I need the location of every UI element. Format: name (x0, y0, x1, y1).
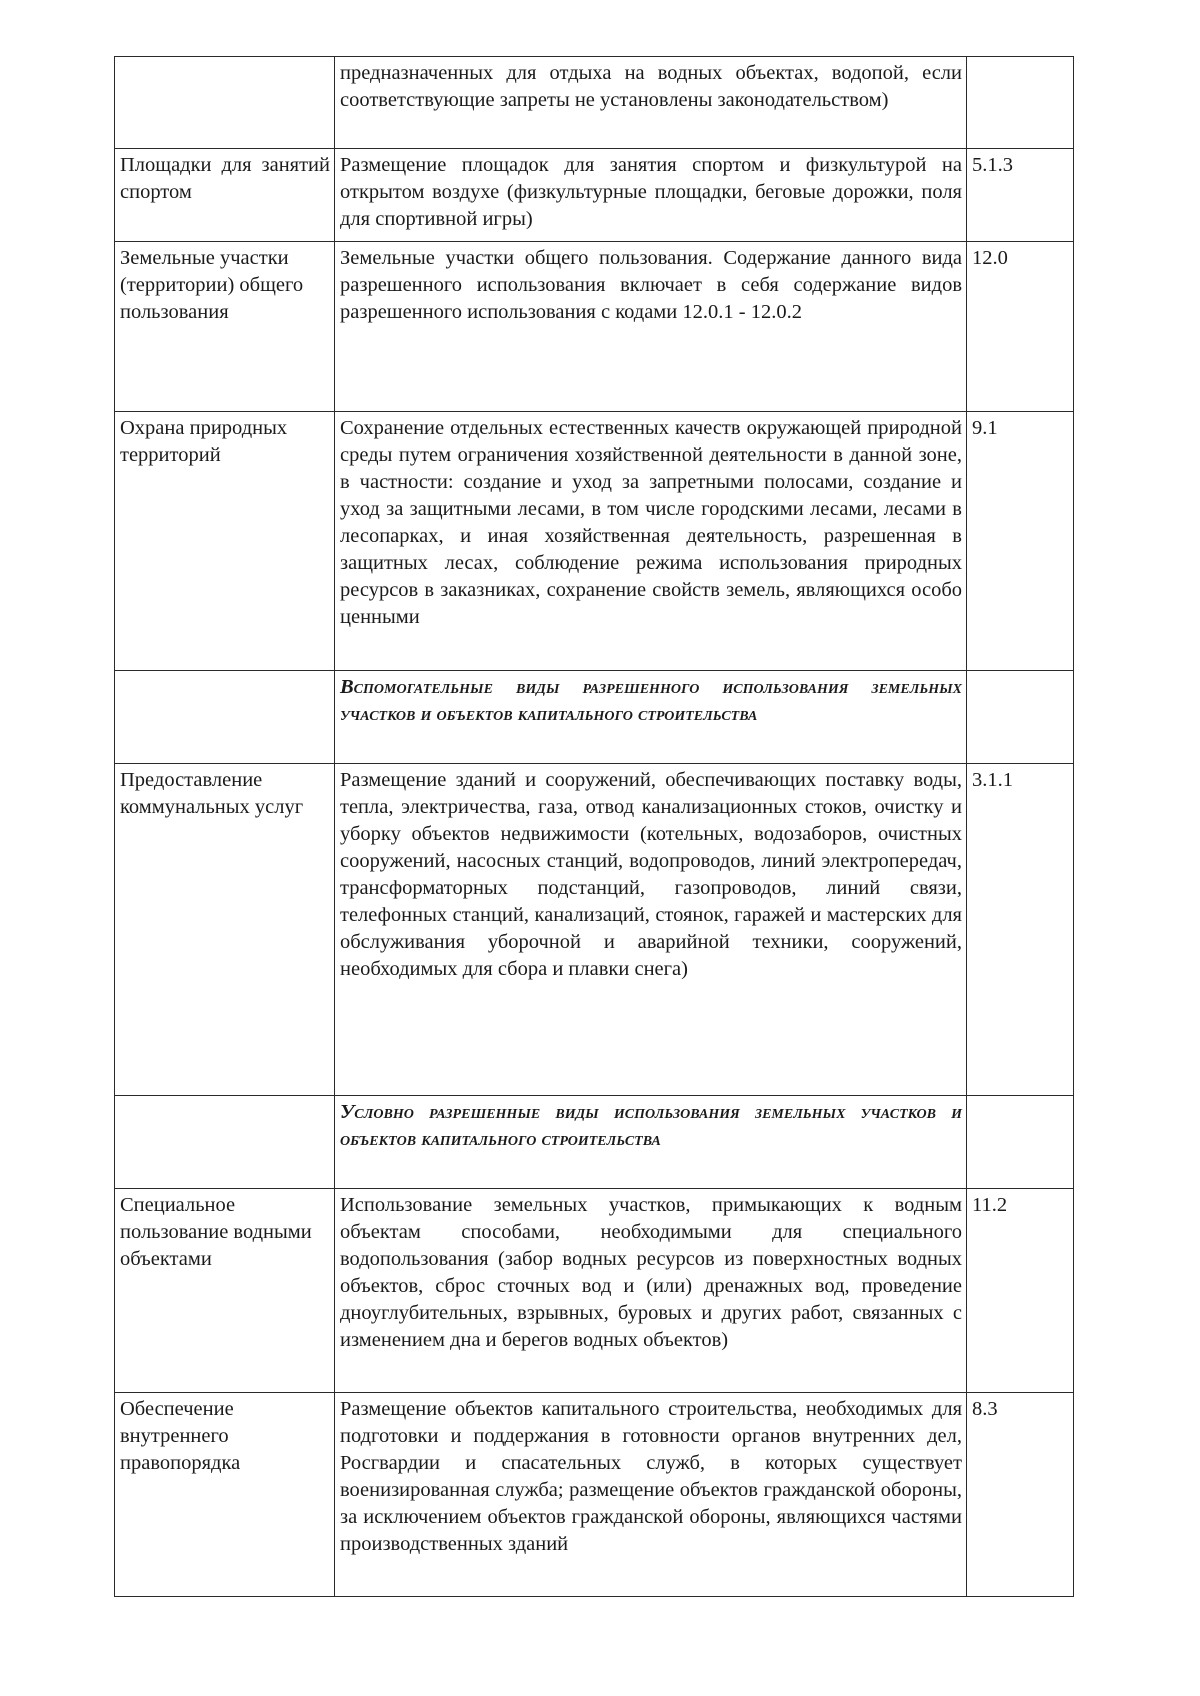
use-type-name: Специальное пользование водными объектами (115, 1189, 335, 1393)
section-title-auxiliary: Вспомогательные виды разрешенного использования земельных участков и объектов капитального строительства (335, 671, 967, 764)
use-type-description: Размещение зданий и сооружений, обеспечивающих поставку воды, тепла, электричества, газа, отвод канализационных стоков, очистку и уборку объектов недвижимости (котельных, водозаборов, очистных сооружений, насосных станций, водопроводов, линий электропередач, трансформаторных подстанций, газопроводов, линий связи, телефонных станций, канализаций, стоянок, гаражей и мастерских для обслуживания уборочной и аварийной техники, сооружений, необходимых для сбора и плавки снега) (335, 764, 967, 1096)
use-type-code: 8.3 (967, 1393, 1074, 1597)
use-type-code: 3.1.1 (967, 764, 1074, 1096)
table-row (115, 412, 1074, 671)
table-row (115, 242, 1074, 412)
use-type-name: Предоставление коммунальных услуг (115, 764, 335, 1096)
section-header-empty-cell (115, 671, 335, 764)
use-type-name (115, 57, 335, 149)
use-type-code: 12.0 (967, 242, 1074, 412)
section-title-conditional: Условно разрешенные виды использования земельных участков и объектов капитального строительства (335, 1096, 967, 1189)
use-type-code: 5.1.3 (967, 149, 1074, 242)
use-type-code: 9.1 (967, 412, 1074, 671)
table-row (115, 1393, 1074, 1597)
section-header-empty-cell (967, 1096, 1074, 1189)
section-header-empty-cell (967, 671, 1074, 764)
use-type-name: Площадки для занятий спортом (115, 149, 335, 242)
table-row (115, 1189, 1074, 1393)
use-type-code: 11.2 (967, 1189, 1074, 1393)
use-type-name: Охрана природных территорий (115, 412, 335, 671)
section-header-empty-cell (115, 1096, 335, 1189)
table-row (115, 764, 1074, 1096)
table-row (115, 57, 1074, 149)
section-header-row (115, 1096, 1074, 1189)
use-type-code (967, 57, 1074, 149)
use-type-name: Обеспечение внутреннего правопорядка (115, 1393, 335, 1597)
use-type-description: Размещение площадок для занятия спортом и физкультурой на открытом воздухе (физкультурные площадки, беговые дорожки, поля для спортивной игры) (335, 149, 967, 242)
section-header-row (115, 671, 1074, 764)
use-type-description: Размещение объектов капитального строительства, необходимых для подготовки и поддержания в готовности органов внутренних дел, Росгвардии и спасательных служб, в которых существует военизированная служба; размещение объектов гражданской обороны, за исключением объектов гражданской обороны, являющихся частями производственных зданий (335, 1393, 967, 1597)
use-type-description: Сохранение отдельных естественных качеств окружающей природной среды путем ограничения хозяйственной деятельности в данной зоне, в частности: создание и уход за запретными полосами, создание и уход за защитными лесами, в том числе городскими лесами, лесами в лесопарках, и иная хозяйственная деятельность, разрешенная в защитных лесах, соблюдение режима использования природных ресурсов в заказниках, сохранение свойств земель, являющихся особо ценными (335, 412, 967, 671)
use-type-description: предназначенных для отдыха на водных объектах, водопой, если соответствующие запреты не установлены законодательством) (335, 57, 967, 149)
use-type-description: Использование земельных участков, примыкающих к водным объектам способами, необходимыми для специального водопользования (забор водных ресурсов из поверхностных водных объектов, сброс сточных вод и (или) дренажных вод, проведение дноуглубительных, взрывных, буровых и других работ, связанных с изменением дна и берегов водных объектов) (335, 1189, 967, 1393)
use-type-description: Земельные участки общего пользования. Содержание данного вида разрешенного использования включает в себя содержание видов разрешенного использования с кодами 12.0.1 - 12.0.2 (335, 242, 967, 412)
land-use-table (114, 56, 1074, 1597)
table-row (115, 149, 1074, 242)
use-type-name: Земельные участки (территории) общего пользования (115, 242, 335, 412)
